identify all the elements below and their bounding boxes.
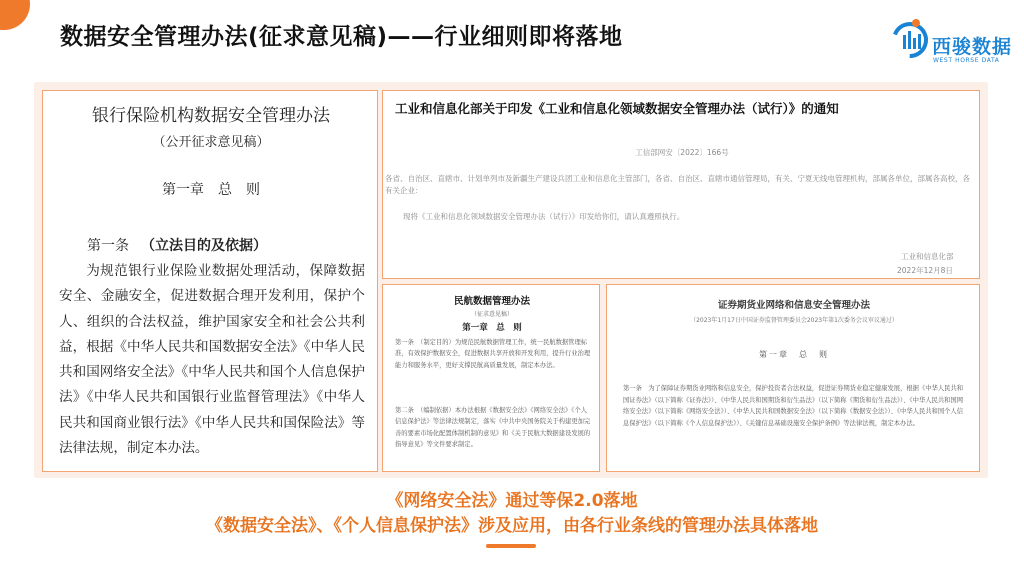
banking-doc-chapter: 第一章 总 则 xyxy=(162,182,260,198)
caac-doc-subtitle: （征求意见稿） xyxy=(470,311,513,318)
securities-doc-chapter: 第一章 总 则 xyxy=(759,350,829,359)
logo-name: 西骏数据 xyxy=(932,36,1013,58)
company-logo xyxy=(890,18,1020,68)
miit-doc-panel xyxy=(382,90,980,279)
banking-doc-article-no: 第一条 xyxy=(87,238,129,254)
banking-doc-subtitle: （公开征求意见稿） xyxy=(152,135,270,150)
miit-doc-body: 现将《工业和信息化领域数据安全管理办法（试行）》印发给你们，请认真遵照执行。 xyxy=(403,212,685,221)
securities-doc-title: 证券期货业网络和信息安全管理办法 xyxy=(717,300,870,311)
conclusion-line-2: 《数据安全法》、《个人信息保护法》涉及应用，由各行业条线的管理办法具体落地 xyxy=(206,516,818,536)
securities-doc-subtitle: （2023年1月17日中国证券监督管理委员会2023年第1次委务会议审议通过） xyxy=(690,317,898,324)
conclusion-line-1: 《网络安全法》通过等保2.0落地 xyxy=(386,491,638,511)
securities-doc-article: 第一条 为了保障证券期货业网络和信息安全，保护投资者合法权益，促进证券期货业稳定健康发展，根据《中华人民共和国证券法》（以下简称《证券法》）、《中华人民共和国期货和衍生品法》（以下简称《期货和衍生品法》）、《中华人民共和国网络安全法》（以下简称《网络安全法》）、《中华人民共和国数据安全法》（以下简称《数据安全法》）、《中华人民共和国个人信息保护法》（以下简称《个人信息保护法》）、《关键信息基础设施安全保护条例》等法律法规，制定本办法。 xyxy=(623,385,964,427)
banking-doc-article-body: 为规范银行业保险业数据处理活动，保障数据安全、金融安全，促进数据合理开发利用，保护个人、组织的合法权益，维护国家安全和社会公共利益，根据《中华人民共和国数据安全法》《中华人民共和国网络安全法》《中华人民共和国个人信息保护法》《中华人民共和国银行业监督管理法》《中华人民共和国商业银行法》《中华人民共和国保险法》等法律法规，制定本办法。 xyxy=(59,263,365,457)
miit-doc-number: 工信部网安〔2022〕166号 xyxy=(635,148,729,157)
logo-mark-icon xyxy=(890,18,930,62)
caac-doc-title: 民航数据管理办法 xyxy=(453,296,530,307)
caac-doc-article-1: 第一条 （制定目的）为规范民航数据管理工作，统一民航数据管理标准，有效保护数据安全，促进数据共享开放和开发利用，提升行业治理能力和服务水平，更好支撑民航高质量发展，制定本办法。 xyxy=(395,339,591,369)
banking-doc-title: 银行保险机构数据安全管理办法 xyxy=(92,106,330,126)
accent-bar xyxy=(486,544,536,548)
caac-doc-chapter: 第一章 总 则 xyxy=(462,323,522,333)
securities-doc-panel xyxy=(606,284,980,472)
banking-doc-article-heading xyxy=(87,235,267,255)
slide-title: 数据安全管理办法(征求意见稿)——行业细则即将落地 xyxy=(60,24,623,50)
miit-doc-date: 2022年12月8日 xyxy=(897,266,953,275)
caac-doc-article-2: 第二条 （编制依据）本办法根据《数据安全法》《网络安全法》《个人信息保护法》等法律法规制定，落实《中共中央国务院关于构建更加完善的要素市场化配置体制机制的意见》和《关于民航大数据建设发展的指导意见》等文件要求制定。 xyxy=(395,407,591,448)
caac-doc-panel xyxy=(382,284,600,472)
miit-doc-signature: 工业和信息化部 xyxy=(901,252,954,261)
banking-doc-panel xyxy=(42,90,378,472)
miit-doc-addressees: 各省、自治区、直辖市、计划单列市及新疆生产建设兵团工业和信息化主管部门，各省、自治区、直辖市通信管理局，有关、宁夏无线电管理机构，部属各单位，部属各高校，各有关企业： xyxy=(385,174,970,195)
miit-doc-title: 工业和信息化部关于印发《工业和信息化领域数据安全管理办法（试行）》的通知 xyxy=(395,101,839,116)
banking-doc-article-title: （立法目的及依据） xyxy=(141,238,267,254)
corner-decoration xyxy=(0,0,30,30)
logo-tagline: WEST HORSE DATA xyxy=(933,57,1000,64)
